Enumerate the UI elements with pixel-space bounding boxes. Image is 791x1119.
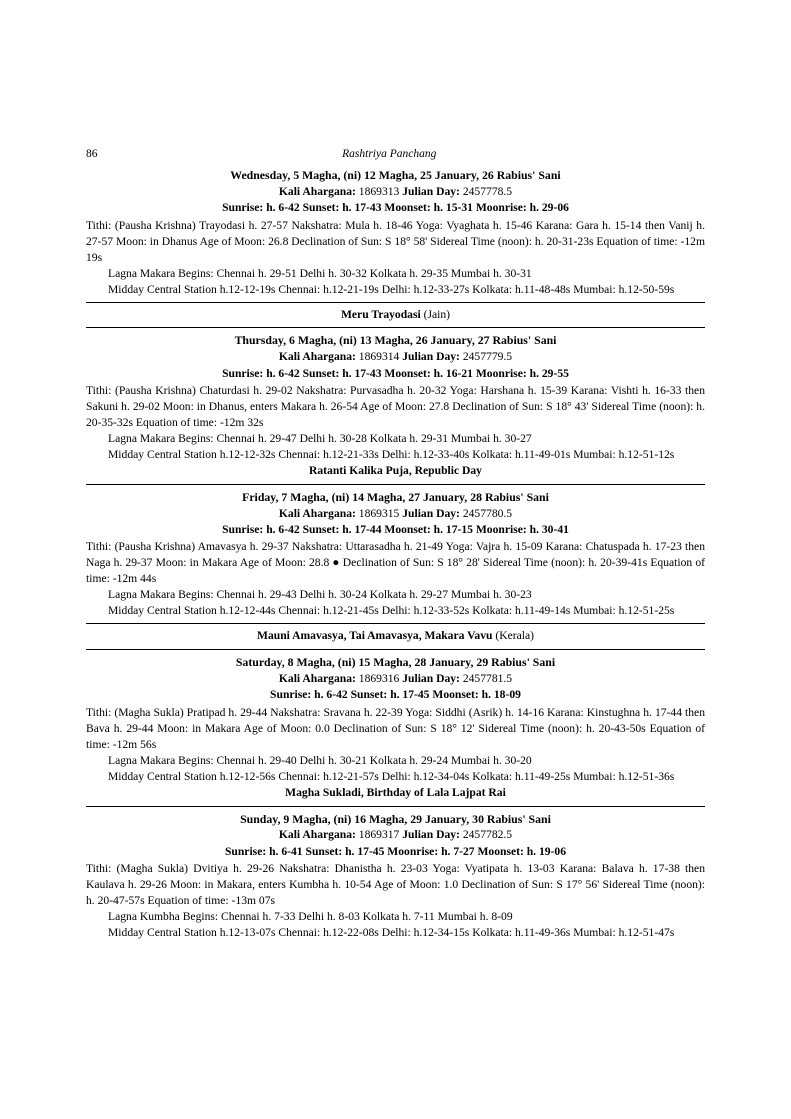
- ahargana-label: Kali Ahargana:: [278, 350, 356, 364]
- entry-title: Wednesday, 5 Magha, (ni) 12 Magha, 25 January, 26 Rabius' Sani: [230, 168, 561, 182]
- divider: [86, 484, 705, 485]
- ahargana-value: 1869315: [358, 506, 400, 520]
- festival-name: Meru Trayodasi: [340, 307, 421, 321]
- entry-midday: Midday Central Station h.12-12-19s Chennai: h.12-21-19s Delhi: h.12-33-27s Kolkata: h.11-48-48s Mumbai: h.12-50-59s: [108, 282, 675, 296]
- festival-name: Mauni Amavasya, Tai Amavasya, Makara Vavu: [257, 629, 493, 643]
- day-entry: [86, 811, 705, 942]
- entry-ahargana-line: [86, 827, 705, 843]
- day-entry: [86, 332, 705, 463]
- divider: [86, 649, 705, 650]
- entry-body: Tithi: (Pausha Krishna) Chaturdasi h. 29-02 Nakshatra: Purvasadha h. 20-32 Yoga: Harshana h. 15-39 Karana: Vishti h. 16-33 then Sakuni h. 29-02 Moon: in Dhanus, enters Makara h. 26-54 Age of Moon: 27.8 Declination of Sun: S 18° 43' Sidereal Time (noon): h. 20-35-32s Equation of time: -12m 32s: [86, 384, 705, 429]
- running-head: Rashtriya Panchang: [342, 148, 437, 160]
- entry-times: Sunrise: h. 6-42 Sunset: h. 17-43 Moonset: h. 15-31 Moonrise: h. 29-06: [222, 201, 569, 215]
- entry-times: Sunrise: h. 6-42 Sunset: h. 17-44 Moonset: h. 17-15 Moonrise: h. 30-41: [222, 522, 569, 536]
- entry-ahargana-line: [86, 506, 705, 522]
- entry-title: Friday, 7 Magha, (ni) 14 Magha, 27 January, 28 Rabius' Sani: [242, 489, 549, 504]
- ahargana-label: Kali Ahargana:: [278, 671, 356, 685]
- entry-midday: Midday Central Station h.12-13-07s Chennai: h.12-22-08s Delhi: h.12-34-15s Kolkata: h.11-49-36s Mumbai: h.12-51-47s: [108, 926, 675, 940]
- entry-times: Sunrise: h. 6-42 Sunset: h. 17-43 Moonset: h. 16-21 Moonrise: h. 29-55: [222, 366, 569, 380]
- entry-lagna: Lagna Kumbha Begins: Chennai h. 7-33 Delhi h. 8-03 Kolkata h. 7-11 Mumbai h. 8-09: [108, 910, 513, 924]
- ahargana-label: Kali Ahargana:: [278, 184, 356, 198]
- julian-label: Julian Day:: [402, 828, 460, 842]
- entry-title: Thursday, 6 Magha, (ni) 13 Magha, 26 January, 27 Rabius' Sani: [234, 333, 557, 348]
- julian-label: Julian Day:: [402, 671, 460, 685]
- julian-label: Julian Day:: [402, 506, 460, 520]
- entry-ahargana-line: [86, 671, 705, 687]
- festival-line: [86, 463, 705, 480]
- entry-lagna: Lagna Makara Begins: Chennai h. 29-43 Delhi h. 30-24 Kolkata h. 29-27 Mumbai h. 30-23: [108, 588, 532, 602]
- julian-value: 2457778.5: [462, 184, 513, 198]
- divider: [86, 302, 705, 303]
- entry-ahargana-line: [86, 184, 705, 200]
- entry-times: Sunrise: h. 6-41 Sunset: h. 17-45 Moonrise: h. 7-27 Moonset: h. 19-06: [224, 844, 567, 858]
- divider: [86, 806, 705, 807]
- divider: [86, 623, 705, 624]
- day-entry: [86, 654, 705, 785]
- entry-lagna: Lagna Makara Begins: Chennai h. 29-47 Delhi h. 30-28 Kolkata h. 29-31 Mumbai h. 30-27: [108, 431, 532, 445]
- ahargana-value: 1869316: [358, 671, 400, 685]
- ahargana-label: Kali Ahargana:: [278, 506, 356, 520]
- entry-midday: Midday Central Station h.12-12-32s Chennai: h.12-21-33s Delhi: h.12-33-40s Kolkata: h.11-49-01s Mumbai: h.12-51-12s: [108, 447, 675, 461]
- entry-ahargana-line: [86, 349, 705, 365]
- festival-note: (Jain): [423, 307, 451, 321]
- entry-body: Tithi: (Magha Sukla) Dvitiya h. 29-26 Nakshatra: Dhanistha h. 23-03 Yoga: Vyatipata h. 13-03 Karana: Balava h. 17-38 then Kaulava h. 29-26 Moon: in Makara, enters Kumbha h. 10-54 Age of Moon: 1.0 Declination of Sun: S 17° 56' Sidereal Time (noon): h. 20-47-57s Equation of time: -13m 07s: [86, 862, 705, 908]
- page-number: 86: [86, 148, 98, 160]
- entry-body: Tithi: (Magha Sukla) Pratipad h. 29-44 Nakshatra: Sravana h. 22-39 Yoga: Siddhi (Asrik) h. 14-16 Karana: Kinstughna h. 17-44 then Bava h. 29-44 Moon: in Makara Age of Moon: 0.0 Declination of Sun: S 18° 12' Sidereal Time (noon): h. 20-43-50s Equation of time: -12m 56s: [86, 705, 705, 751]
- festival-name: Ratanti Kalika Puja, Republic Day: [309, 463, 482, 477]
- ahargana-value: 1869317: [358, 828, 400, 842]
- ahargana-value: 1869314: [358, 350, 400, 364]
- ahargana-value: 1869313: [358, 184, 400, 198]
- julian-value: 2457781.5: [462, 671, 513, 685]
- julian-value: 2457780.5: [462, 506, 513, 520]
- festival-line: [86, 628, 705, 645]
- festival-note: (Kerala): [495, 629, 534, 643]
- entry-body: Tithi: (Pausha Krishna) Amavasya h. 29-37 Nakshatra: Uttarasadha h. 21-49 Yoga: Vajra h. 15-09 Karana: Chatuspada h. 17-23 then Naga h. 29-37 Moon: in Makara Age of Moon: 28.8 ● Declination of Sun: S 18° 28' Sidereal Time (noon): h. 20-39-41s Equation of time: -12m 44s: [86, 540, 705, 586]
- festival-line: [86, 307, 705, 324]
- entry-times: Sunrise: h. 6-42 Sunset: h. 17-45 Moonset: h. 18-09: [270, 688, 521, 702]
- entry-midday: Midday Central Station h.12-12-56s Chennai: h.12-21-57s Delhi: h.12-34-04s Kolkata: h.11-49-25s Mumbai: h.12-51-36s: [108, 769, 675, 783]
- entry-midday: Midday Central Station h.12-12-44s Chennai: h.12-21-45s Delhi: h.12-33-52s Kolkata: h.11-49-14s Mumbai: h.12-51-25s: [108, 604, 675, 618]
- entry-title: Saturday, 8 Magha, (ni) 15 Magha, 28 January, 29 Rabius' Sani: [235, 655, 556, 670]
- festival-name: Magha Sukladi, Birthday of Lala Lajpat Rai: [285, 785, 506, 799]
- festival-line: [86, 785, 705, 802]
- entry-lagna: Lagna Makara Begins: Chennai h. 29-51 Delhi h. 30-32 Kolkata h. 29-35 Mumbai h. 30-31: [108, 266, 532, 280]
- page-header: [86, 148, 705, 160]
- julian-value: 2457779.5: [462, 350, 513, 364]
- ahargana-label: Kali Ahargana:: [278, 828, 356, 842]
- divider: [86, 327, 705, 328]
- entry-title: Sunday, 9 Magha, (ni) 16 Magha, 29 January, 30 Rabius' Sani: [240, 811, 551, 826]
- julian-label: Julian Day:: [402, 350, 460, 364]
- julian-label: Julian Day:: [402, 184, 460, 198]
- day-entry: [86, 167, 705, 298]
- julian-value: 2457782.5: [462, 828, 513, 842]
- day-entry: [86, 489, 705, 620]
- entry-body: Tithi: (Pausha Krishna) Trayodasi h. 27-57 Nakshatra: Mula h. 18-46 Yoga: Vyaghata h. 15-46 Karana: Gara h. 15-14 then Vanij h. 27-57 Moon: in Dhanus Age of Moon: 26.8 Declination of Sun: S 18° 58' Sidereal Time (noon): h. 20-31-23s Equation of time: -12m 19s: [86, 218, 705, 264]
- entry-lagna: Lagna Makara Begins: Chennai h. 29-40 Delhi h. 30-21 Kolkata h. 29-24 Mumbai h. 30-20: [108, 753, 532, 767]
